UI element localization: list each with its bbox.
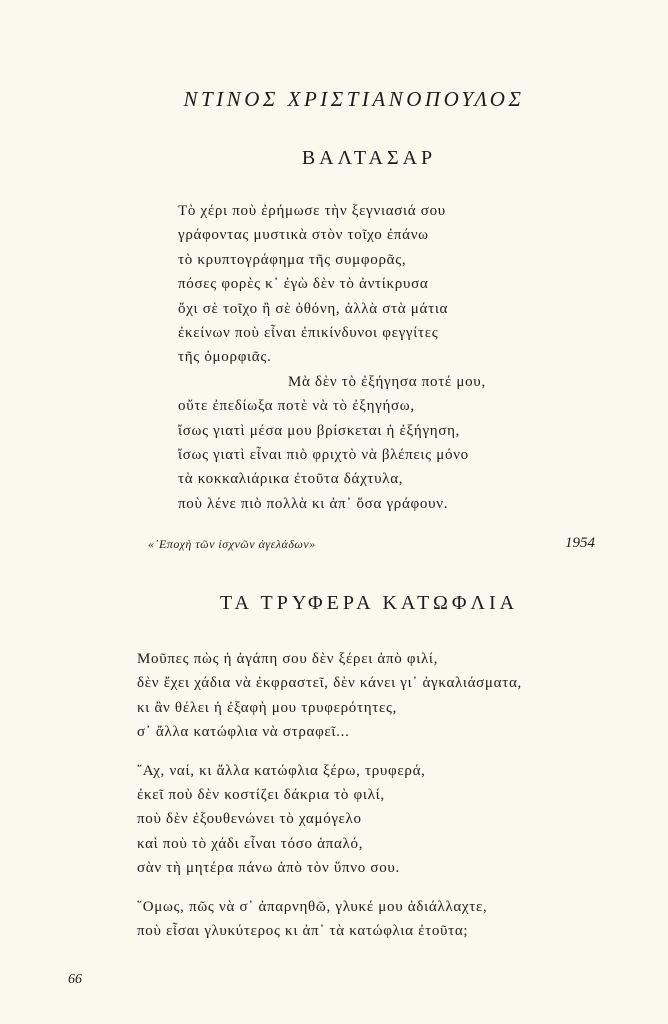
poem-line: κι ἂν θέλει ἡ ἐξαφὴ μου τρυφερότητες, [137,699,398,716]
poem-line: ἐκείνων ποὺ εἶναι ἐπικίνδυνοι φεγγίτες [178,325,439,342]
poem-line: δὲν ἔχει χάδια νὰ ἐκφραστεῖ, δὲν κάνει γι᾿ ἀγκαλιάσματα, [137,675,522,692]
poem-line: ἴσως γιατὶ μέσα μου βρίσκεται ἡ ἐξήγηση, [178,422,461,439]
stanza [137,647,522,745]
poem-source-citation: «᾿Εποχὴ τῶν ἰσχνῶν ἀγελάδων» [148,537,316,551]
poem-line: ποὺ εἶσαι γλυκύτερος κι ἀπ᾿ τὰ κατώφλια ἐτοῦτα; [137,923,469,940]
poem-line: ἴσως γιατὶ εἶναι πιὸ φριχτὸ νὰ βλέπεις μόνο [178,447,469,464]
poem-line: σ᾿ ἄλλα κατώφλια νὰ στραφεῖ... [137,724,350,741]
stanza [137,759,522,881]
author-heading: ΝΤΙΝΟΣ ΧΡΙΣΤΙΑΝΟΠΟΥΛΟΣ [183,87,525,111]
poem-line: ἐκεῖ ποὺ δὲν κοστίζει δάκρια τὸ φιλί, [137,787,385,804]
poem-year: 1954 [565,535,595,551]
poem-title-valtasar: ΒΑΛΤΑΣΑΡ [301,147,437,169]
poem-valtasar [178,199,486,516]
poem-line: τὰ κοκκαλιάρικα ἐτοῦτα δάχτυλα, [178,471,404,488]
poem-line: ποὺ λένε πιὸ πολλὰ κι ἀπ᾿ ὅσα γράφουν. [178,495,449,512]
poem-line: καὶ ποὺ τὸ χάδι εἶναι τόσο ἁπαλό, [137,835,364,852]
poem-title-katoflia: ΤΑ ΤΡΥΦΕΡΑ ΚΑΤΩΦΛΙΑ [219,592,519,614]
poem-line: Μοῦπες πὼς ἡ ἀγάπη σου δὲν ξέρει ἀπὸ φιλί, [137,651,439,667]
poem-line: Μὰ δὲν τὸ ἐξήγησα ποτέ μου, [288,373,486,390]
poem-line: οὔτε ἐπεδίωξα ποτὲ νὰ τὸ ἐξηγήσω, [178,398,415,415]
poem-line: ποὺ δὲν ἐξουθενώνει τὸ χαμόγελο [137,811,362,828]
poem-line: γράφοντας μυστικὰ στὸν τοῖχο ἐπάνω [178,227,429,244]
poem-line: πόσες φορὲς κ᾿ ἐγὼ δὲν τὸ ἀντίκρυσα [178,276,429,293]
poem-line: τὸ κρυπτογράφημα τῆς συμφορᾶς, [178,251,407,268]
stanza-gap [137,881,522,895]
poem-line: ῞Ομως, πῶς νὰ σ᾿ ἀπαρνηθῶ, γλυκέ μου ἀδιάλλαχτε, [137,898,488,915]
poem-line: ῎Αχ, ναί, κι ἄλλα κατώφλια ξέρω, τρυφερά, [137,762,426,779]
stanza [137,895,522,944]
poem-katoflia [137,647,522,943]
poem-line: τῆς ὀμορφιᾶς. [178,349,272,366]
poem-line: σὰν τὴ μητέρα πάνω ἀπὸ τὸν ὕπνο σου. [137,860,400,877]
stanza-gap [137,745,522,759]
page-number: 66 [68,972,82,987]
poem-line: Τὸ χέρι ποὺ ἐρήμωσε τὴν ξεγνιασιά σου [178,203,446,219]
poem-line: ὄχι σὲ τοῖχο ἢ σὲ ὀθόνη, ἀλλὰ στὰ μάτια [178,300,449,317]
